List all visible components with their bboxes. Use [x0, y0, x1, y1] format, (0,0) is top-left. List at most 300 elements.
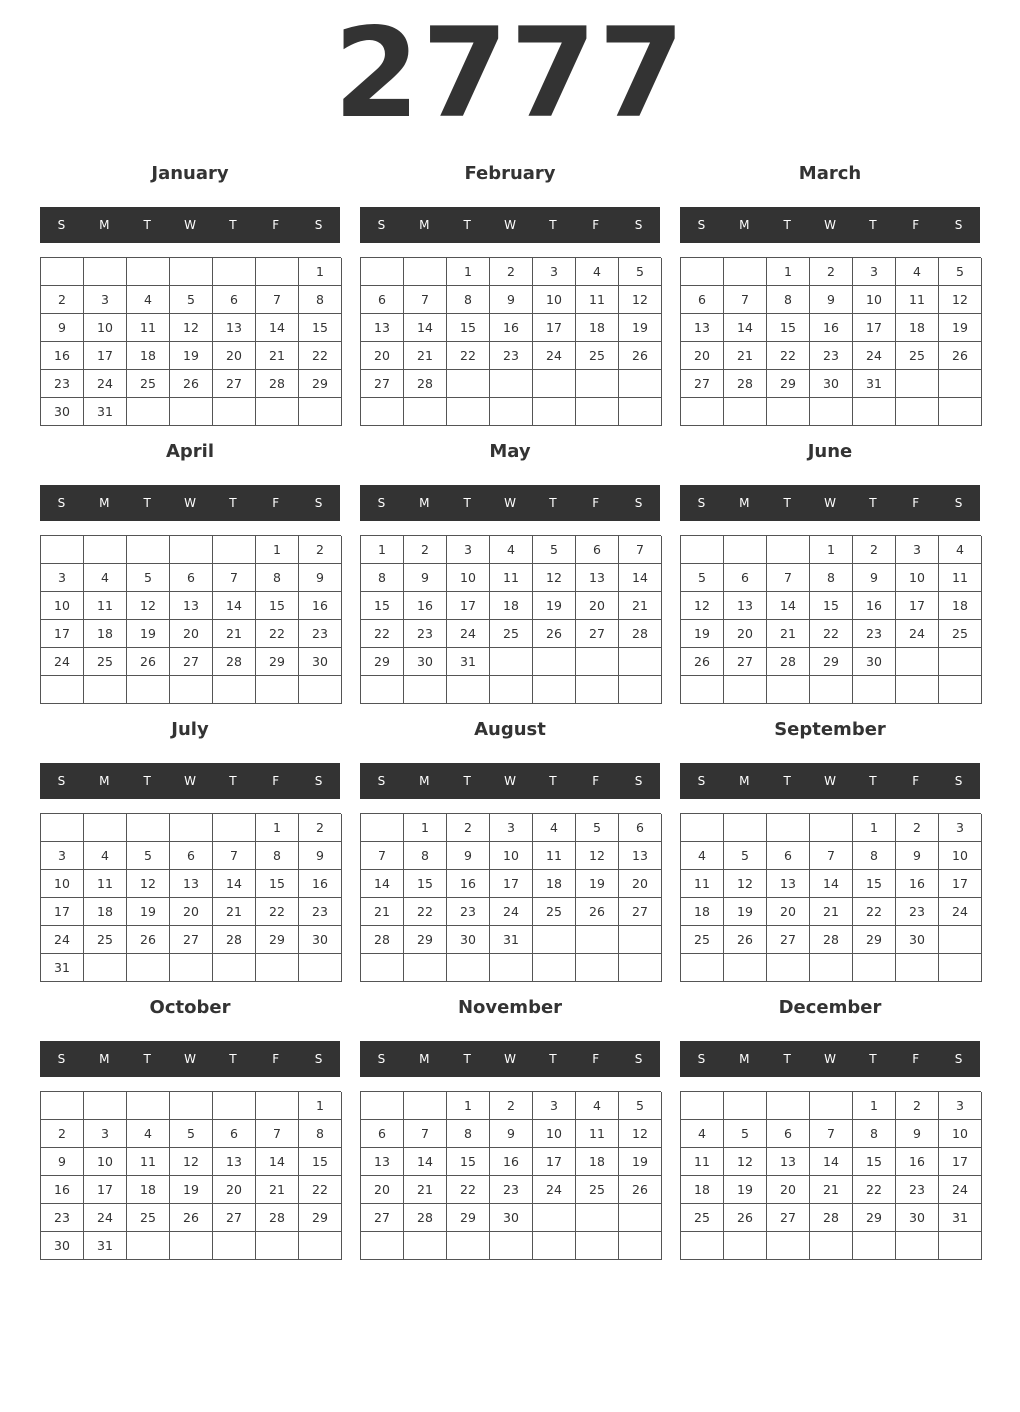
weekday-label: M — [99, 774, 110, 788]
day-cell: 3 — [896, 536, 939, 564]
day-cell: 28 — [810, 1204, 853, 1232]
day-cell: 21 — [724, 342, 767, 370]
day-cell: 6 — [213, 1120, 256, 1148]
empty-day-cell — [810, 1232, 853, 1260]
empty-day-cell — [127, 954, 170, 982]
month-name: February — [464, 163, 556, 184]
day-cell: 20 — [361, 342, 404, 370]
day-cell: 12 — [724, 870, 767, 898]
empty-day-cell — [256, 398, 299, 426]
day-cell: 30 — [896, 1204, 939, 1232]
empty-day-cell — [127, 1092, 170, 1120]
day-cell: 9 — [404, 564, 447, 592]
empty-day-cell — [41, 536, 84, 564]
day-cell: 9 — [896, 842, 939, 870]
day-cell: 7 — [767, 564, 810, 592]
month-name: January — [151, 163, 229, 184]
weekday-header — [680, 763, 980, 799]
day-cell: 11 — [576, 1120, 619, 1148]
day-cell: 10 — [84, 1148, 127, 1176]
day-cell: 17 — [84, 342, 127, 370]
day-cell: 16 — [41, 1176, 84, 1204]
day-cell: 21 — [213, 898, 256, 926]
day-cell: 18 — [681, 1176, 724, 1204]
day-cell: 12 — [533, 564, 576, 592]
empty-day-cell — [256, 1232, 299, 1260]
empty-day-cell — [404, 1092, 447, 1120]
empty-day-cell — [681, 536, 724, 564]
empty-day-cell — [127, 398, 170, 426]
empty-day-cell — [361, 814, 404, 842]
day-cell: 17 — [533, 1148, 576, 1176]
empty-day-cell — [84, 814, 127, 842]
day-cell: 13 — [681, 314, 724, 342]
day-cell: 20 — [170, 898, 213, 926]
day-cell: 11 — [533, 842, 576, 870]
empty-day-cell — [170, 398, 213, 426]
day-cell: 28 — [619, 620, 662, 648]
empty-day-cell — [490, 398, 533, 426]
weekday-label: S — [314, 1052, 323, 1066]
day-cell: 3 — [533, 258, 576, 286]
day-cell: 2 — [447, 814, 490, 842]
day-cell: 7 — [404, 1120, 447, 1148]
empty-day-cell — [767, 1092, 810, 1120]
day-cell: 20 — [361, 1176, 404, 1204]
empty-day-cell — [896, 648, 939, 676]
day-cell: 2 — [490, 1092, 533, 1120]
day-cell: 22 — [256, 898, 299, 926]
empty-day-cell — [447, 676, 490, 704]
weekday-label: W — [824, 774, 836, 788]
day-cell: 29 — [299, 370, 342, 398]
month-name: June — [807, 441, 853, 462]
day-cell: 18 — [939, 592, 982, 620]
day-cell: 26 — [576, 898, 619, 926]
day-cell: 10 — [533, 1120, 576, 1148]
day-cell: 15 — [853, 870, 896, 898]
day-cell: 17 — [41, 620, 84, 648]
year-title: 2777 — [333, 2, 687, 146]
empty-day-cell — [724, 536, 767, 564]
day-cell: 25 — [681, 926, 724, 954]
day-cell: 22 — [853, 898, 896, 926]
day-cell: 29 — [256, 926, 299, 954]
empty-day-cell — [576, 648, 619, 676]
day-cell: 23 — [404, 620, 447, 648]
day-cell: 27 — [724, 648, 767, 676]
empty-day-cell — [490, 676, 533, 704]
day-cell: 21 — [256, 1176, 299, 1204]
day-cell: 22 — [447, 1176, 490, 1204]
day-cell: 28 — [213, 648, 256, 676]
day-grid — [680, 257, 981, 426]
day-cell: 8 — [299, 286, 342, 314]
day-cell: 23 — [853, 620, 896, 648]
day-cell: 1 — [404, 814, 447, 842]
day-cell: 29 — [256, 648, 299, 676]
empty-day-cell — [576, 370, 619, 398]
day-cell: 22 — [810, 620, 853, 648]
empty-day-cell — [619, 398, 662, 426]
day-cell: 8 — [299, 1120, 342, 1148]
empty-day-cell — [939, 926, 982, 954]
day-cell: 4 — [576, 258, 619, 286]
weekday-label: S — [377, 496, 386, 510]
day-cell: 1 — [299, 258, 342, 286]
day-cell: 26 — [724, 1204, 767, 1232]
empty-day-cell — [213, 398, 256, 426]
day-cell: 26 — [619, 342, 662, 370]
day-cell: 12 — [724, 1148, 767, 1176]
day-cell: 22 — [767, 342, 810, 370]
weekday-label: S — [314, 496, 323, 510]
day-cell: 25 — [127, 1204, 170, 1232]
day-cell: 2 — [404, 536, 447, 564]
weekday-label: T — [229, 1052, 237, 1066]
empty-day-cell — [896, 676, 939, 704]
day-cell: 30 — [41, 398, 84, 426]
day-cell: 26 — [127, 926, 170, 954]
month-name: October — [149, 997, 231, 1018]
day-grid — [360, 535, 661, 704]
empty-day-cell — [299, 1232, 342, 1260]
day-cell: 29 — [447, 1204, 490, 1232]
day-cell: 14 — [619, 564, 662, 592]
day-cell: 3 — [853, 258, 896, 286]
day-cell: 5 — [533, 536, 576, 564]
weekday-label: T — [549, 774, 557, 788]
day-cell: 30 — [896, 926, 939, 954]
weekday-label: W — [504, 218, 516, 232]
day-cell: 31 — [84, 398, 127, 426]
day-cell: 2 — [299, 536, 342, 564]
day-cell: 12 — [170, 1148, 213, 1176]
day-cell: 21 — [361, 898, 404, 926]
day-cell: 4 — [533, 814, 576, 842]
day-cell: 1 — [767, 258, 810, 286]
weekday-label: S — [954, 1052, 963, 1066]
day-cell: 12 — [127, 592, 170, 620]
weekday-label: S — [954, 218, 963, 232]
day-cell: 5 — [619, 1092, 662, 1120]
empty-day-cell — [213, 954, 256, 982]
day-cell: 15 — [299, 1148, 342, 1176]
day-cell: 3 — [939, 1092, 982, 1120]
day-cell: 11 — [681, 1148, 724, 1176]
month-july — [40, 712, 340, 990]
day-cell: 22 — [299, 1176, 342, 1204]
day-cell: 27 — [619, 898, 662, 926]
day-cell: 10 — [490, 842, 533, 870]
day-cell: 23 — [810, 342, 853, 370]
empty-day-cell — [619, 676, 662, 704]
day-cell: 16 — [447, 870, 490, 898]
empty-day-cell — [170, 676, 213, 704]
empty-day-cell — [681, 814, 724, 842]
day-cell: 6 — [724, 564, 767, 592]
empty-day-cell — [767, 954, 810, 982]
day-cell: 3 — [533, 1092, 576, 1120]
day-cell: 14 — [256, 314, 299, 342]
weekday-label: T — [869, 496, 877, 510]
month-june — [680, 434, 980, 712]
day-cell: 20 — [724, 620, 767, 648]
day-cell: 24 — [939, 898, 982, 926]
day-cell: 1 — [810, 536, 853, 564]
empty-day-cell — [853, 954, 896, 982]
day-cell: 15 — [299, 314, 342, 342]
day-cell: 1 — [853, 1092, 896, 1120]
day-cell: 14 — [724, 314, 767, 342]
month-january — [40, 156, 340, 434]
weekday-label: T — [463, 1052, 471, 1066]
weekday-label: M — [739, 774, 750, 788]
day-cell: 20 — [213, 1176, 256, 1204]
weekday-label: S — [634, 218, 643, 232]
day-cell: 23 — [41, 370, 84, 398]
day-cell: 19 — [170, 342, 213, 370]
day-cell: 17 — [41, 898, 84, 926]
day-cell: 13 — [767, 1148, 810, 1176]
day-cell: 18 — [127, 342, 170, 370]
day-cell: 22 — [256, 620, 299, 648]
day-cell: 18 — [533, 870, 576, 898]
day-cell: 26 — [170, 1204, 213, 1232]
day-cell: 25 — [681, 1204, 724, 1232]
day-cell: 30 — [299, 926, 342, 954]
empty-day-cell — [681, 676, 724, 704]
day-cell: 9 — [299, 842, 342, 870]
day-cell: 18 — [490, 592, 533, 620]
day-cell: 20 — [681, 342, 724, 370]
weekday-label: S — [377, 1052, 386, 1066]
empty-day-cell — [724, 676, 767, 704]
day-cell: 15 — [361, 592, 404, 620]
day-cell: 4 — [896, 258, 939, 286]
day-cell: 14 — [213, 592, 256, 620]
empty-day-cell — [170, 814, 213, 842]
day-cell: 6 — [213, 286, 256, 314]
day-cell: 21 — [810, 898, 853, 926]
empty-day-cell — [361, 954, 404, 982]
weekday-label: F — [592, 496, 600, 510]
day-cell: 7 — [213, 564, 256, 592]
day-cell: 10 — [84, 314, 127, 342]
empty-day-cell — [41, 814, 84, 842]
empty-day-cell — [619, 926, 662, 954]
day-cell: 6 — [170, 564, 213, 592]
day-cell: 3 — [84, 286, 127, 314]
day-cell: 13 — [170, 592, 213, 620]
day-cell: 9 — [447, 842, 490, 870]
day-cell: 4 — [84, 564, 127, 592]
empty-day-cell — [404, 398, 447, 426]
weekday-label: F — [912, 218, 920, 232]
empty-day-cell — [404, 1232, 447, 1260]
day-cell: 13 — [767, 870, 810, 898]
day-cell: 23 — [41, 1204, 84, 1232]
day-cell: 24 — [490, 898, 533, 926]
day-cell: 26 — [681, 648, 724, 676]
weekday-label: T — [783, 496, 791, 510]
empty-day-cell — [361, 398, 404, 426]
day-cell: 5 — [127, 842, 170, 870]
empty-day-cell — [361, 1232, 404, 1260]
empty-day-cell — [170, 258, 213, 286]
day-cell: 28 — [256, 370, 299, 398]
day-cell: 12 — [170, 314, 213, 342]
day-cell: 8 — [256, 842, 299, 870]
empty-day-cell — [490, 370, 533, 398]
empty-day-cell — [810, 1092, 853, 1120]
day-cell: 13 — [213, 1148, 256, 1176]
day-cell: 2 — [853, 536, 896, 564]
day-cell: 2 — [490, 258, 533, 286]
day-cell: 3 — [939, 814, 982, 842]
day-cell: 7 — [213, 842, 256, 870]
empty-day-cell — [447, 954, 490, 982]
day-cell: 1 — [447, 1092, 490, 1120]
weekday-label: M — [419, 1052, 430, 1066]
weekday-label: M — [99, 496, 110, 510]
day-cell: 26 — [939, 342, 982, 370]
day-cell: 7 — [404, 286, 447, 314]
weekday-header — [40, 763, 340, 799]
day-cell: 10 — [896, 564, 939, 592]
month-name: September — [774, 719, 886, 740]
day-cell: 31 — [853, 370, 896, 398]
weekday-label: W — [184, 496, 196, 510]
empty-day-cell — [896, 1232, 939, 1260]
weekday-header — [40, 207, 340, 243]
day-cell: 16 — [810, 314, 853, 342]
weekday-label: F — [272, 218, 280, 232]
weekday-header — [680, 485, 980, 521]
month-september — [680, 712, 980, 990]
day-cell: 15 — [810, 592, 853, 620]
day-cell: 21 — [619, 592, 662, 620]
weekday-label: S — [697, 496, 706, 510]
empty-day-cell — [576, 1232, 619, 1260]
day-cell: 19 — [533, 592, 576, 620]
day-cell: 13 — [170, 870, 213, 898]
weekday-label: T — [143, 774, 151, 788]
day-cell: 16 — [299, 592, 342, 620]
weekday-label: W — [184, 1052, 196, 1066]
day-cell: 19 — [681, 620, 724, 648]
day-cell: 30 — [299, 648, 342, 676]
weekday-label: W — [504, 496, 516, 510]
day-cell: 7 — [810, 1120, 853, 1148]
weekday-header — [360, 485, 660, 521]
day-cell: 12 — [619, 286, 662, 314]
empty-day-cell — [213, 536, 256, 564]
empty-day-cell — [619, 648, 662, 676]
weekday-label: T — [869, 774, 877, 788]
day-cell: 26 — [533, 620, 576, 648]
day-cell: 26 — [619, 1176, 662, 1204]
empty-day-cell — [767, 814, 810, 842]
weekday-label: F — [592, 774, 600, 788]
day-cell: 11 — [576, 286, 619, 314]
empty-day-cell — [533, 370, 576, 398]
empty-day-cell — [533, 1204, 576, 1232]
empty-day-cell — [939, 370, 982, 398]
day-cell: 2 — [41, 286, 84, 314]
empty-day-cell — [256, 954, 299, 982]
weekday-label: T — [463, 496, 471, 510]
day-cell: 3 — [41, 564, 84, 592]
day-cell: 25 — [127, 370, 170, 398]
day-grid — [40, 257, 341, 426]
empty-day-cell — [41, 676, 84, 704]
empty-day-cell — [681, 1232, 724, 1260]
empty-day-cell — [404, 954, 447, 982]
empty-day-cell — [84, 536, 127, 564]
weekday-label: S — [377, 774, 386, 788]
empty-day-cell — [127, 258, 170, 286]
empty-day-cell — [681, 1092, 724, 1120]
empty-day-cell — [810, 676, 853, 704]
weekday-label: S — [377, 218, 386, 232]
weekday-header — [680, 1041, 980, 1077]
day-cell: 17 — [447, 592, 490, 620]
empty-day-cell — [127, 536, 170, 564]
day-grid — [680, 535, 981, 704]
day-cell: 22 — [853, 1176, 896, 1204]
day-cell: 28 — [404, 370, 447, 398]
day-cell: 9 — [299, 564, 342, 592]
weekday-header — [680, 207, 980, 243]
weekday-label: T — [143, 218, 151, 232]
empty-day-cell — [84, 676, 127, 704]
day-cell: 8 — [810, 564, 853, 592]
weekday-label: M — [739, 1052, 750, 1066]
month-march — [680, 156, 980, 434]
weekday-label: M — [419, 774, 430, 788]
day-cell: 25 — [84, 926, 127, 954]
day-cell: 11 — [939, 564, 982, 592]
day-cell: 17 — [896, 592, 939, 620]
empty-day-cell — [619, 370, 662, 398]
day-cell: 14 — [404, 1148, 447, 1176]
empty-day-cell — [533, 398, 576, 426]
weekday-label: T — [549, 496, 557, 510]
weekday-label: W — [824, 1052, 836, 1066]
empty-day-cell — [767, 676, 810, 704]
weekday-label: F — [272, 774, 280, 788]
empty-day-cell — [853, 398, 896, 426]
empty-day-cell — [447, 370, 490, 398]
day-cell: 13 — [361, 1148, 404, 1176]
day-cell: 25 — [939, 620, 982, 648]
day-cell: 30 — [404, 648, 447, 676]
day-cell: 26 — [127, 648, 170, 676]
day-cell: 17 — [533, 314, 576, 342]
weekday-label: M — [99, 218, 110, 232]
day-cell: 7 — [619, 536, 662, 564]
day-cell: 19 — [724, 1176, 767, 1204]
day-grid — [40, 535, 341, 704]
day-cell: 28 — [213, 926, 256, 954]
weekday-header — [360, 1041, 660, 1077]
day-cell: 16 — [41, 342, 84, 370]
day-cell: 30 — [447, 926, 490, 954]
weekday-label: W — [184, 218, 196, 232]
day-cell: 27 — [767, 1204, 810, 1232]
day-cell: 14 — [767, 592, 810, 620]
